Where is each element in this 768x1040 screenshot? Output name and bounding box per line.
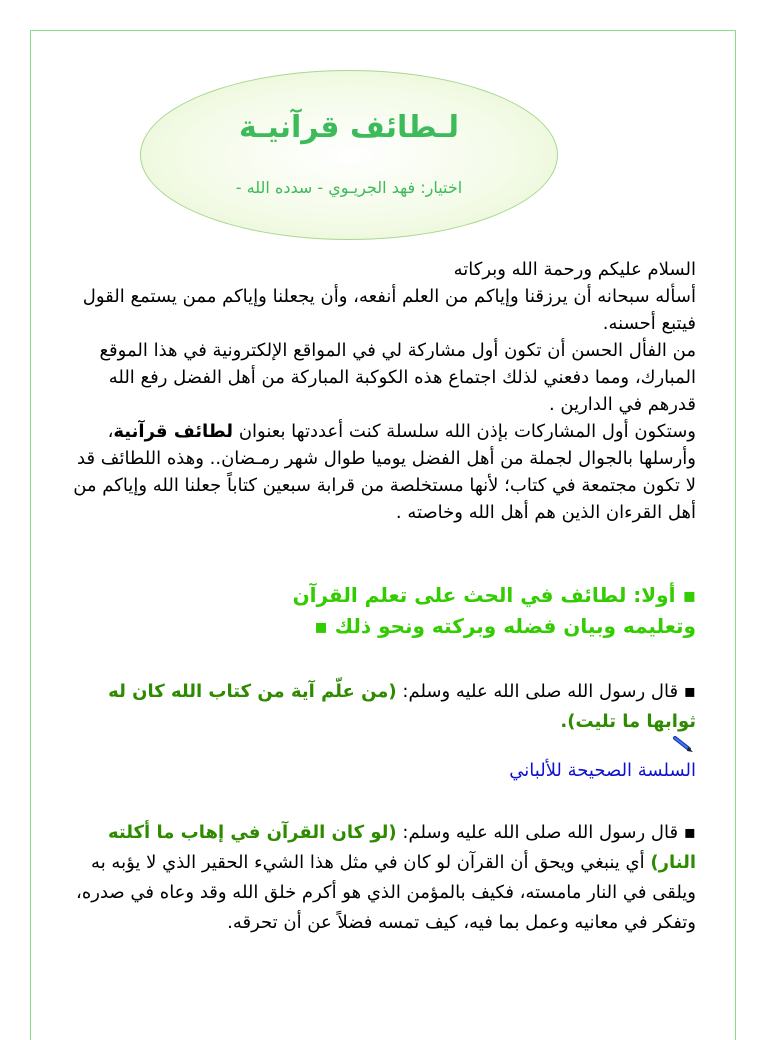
section-heading (70, 580, 696, 642)
source-link[interactable]: السلسة الصحيحة للألباني (509, 760, 696, 781)
page-title: لـطائف قرآنيـة (239, 110, 459, 145)
hadith-2-quote: (لو كان القرآن في إهاب ما أكلته النار) (107, 822, 696, 873)
bullet-icon: ▪ (683, 822, 696, 843)
hadith-1 (70, 677, 696, 737)
bullet-icon: ▪ (314, 614, 328, 638)
section-heading-text-2: وتعليمه وبيان فضله وبركته ونحو ذلك (334, 614, 696, 638)
intro-text (70, 256, 696, 526)
page-subtitle: اختيار: فهد الجريـوي - سدده الله - (235, 178, 463, 197)
section-heading-line-2 (70, 611, 696, 642)
intro-paragraph-1: أسأله سبحانه أن يرزقنا وإياكم من العلم أنفعه، وأن يجعلنا وإياكم ممن يستمع القول فيتبع أحسنه. (82, 286, 696, 334)
bullet-icon: ▪ (683, 681, 696, 702)
hadith-1-quote: (من علّم آية من كتاب الله كان له ثوابها ما تليت). (108, 681, 696, 732)
hadith-2 (70, 818, 696, 938)
intro-p4-end: ، وأرسلها بالجوال لجملة من أهل الفضل يوميا طوال شهر رمـضان.. وهذه اللطائف قد لا تكون مجتمعة في كتاب؛ لأنها مستخلصة من قرابة سبعين كتاباً جعلنا الله وإياكم من أهل القرءان الذين هم أهل الله وخاصته . (73, 421, 696, 523)
title-oval (140, 70, 558, 240)
greeting: السلام عليكم ورحمة الله وبركاته (453, 259, 696, 280)
pencil-icon (672, 736, 696, 754)
series-name: لطائف قرآنية (113, 421, 234, 442)
section-heading-line-1 (70, 580, 696, 611)
intro-p4-start: وستكون أول المشاركات بإذن الله سلسلة كنت أعددتها بعنوان (238, 421, 696, 442)
hadith-1-intro: قال رسول الله صلى الله عليه وسلم: (402, 681, 679, 702)
hadith-1-source (440, 736, 696, 792)
intro-paragraph-2: من الفأل الحسن أن تكون أول مشاركة لي في المواقع الإلكترونية في هذا الموقع المبارك، ومما دفعني لذلك اجتماع هذه الكوكبة المباركة من أهل الفضل رفع الله قدرهم في الدارين . (99, 340, 696, 415)
hadith-2-explanation: أي ينبغي ويحق أن القرآن لو كان في مثل هذا الشيء الحقير الذي لا يؤبه به ويلقى في النار مامسته، فكيف بالمؤمن الذي هو أكرم خلق الله وقد وعاه في صدره، وتفكر في معانيه وعمل بما فيه، كيف تمسه فضلاً عن أن تحرقه. (76, 852, 696, 933)
hadith-2-intro: قال رسول الله صلى الله عليه وسلم: (402, 822, 679, 843)
intro-paragraph-3 (70, 418, 696, 526)
section-heading-text-1: أولا: لطائف في الحث على تعلم القرآن (292, 583, 676, 607)
bullet-icon: ▪ (682, 583, 696, 607)
